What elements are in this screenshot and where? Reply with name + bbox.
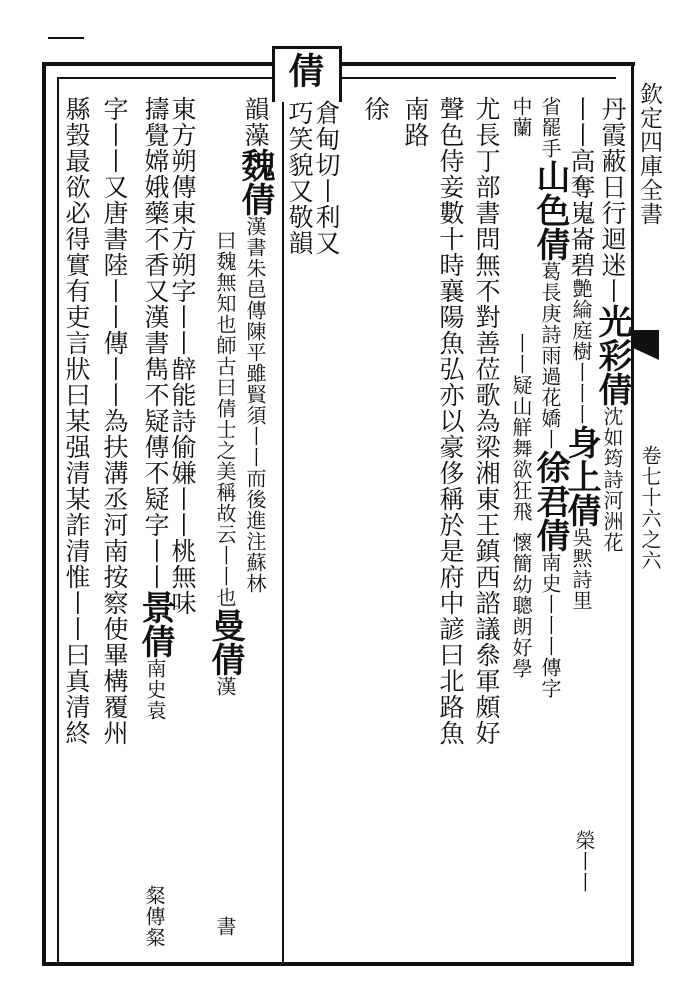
- text-column-14: [135, 96, 175, 721]
- text-column-11: [235, 96, 275, 594]
- text-column-13: [170, 96, 195, 616]
- col12-c: 漢: [213, 676, 237, 697]
- col12-a: 曰魏無知也師古曰倩士之美稱故云丨丨也: [213, 230, 237, 608]
- col4-a: 中蘭: [509, 96, 533, 138]
- col14-c: 南史袁: [143, 658, 167, 721]
- text-column-9: [314, 100, 339, 256]
- col8-a: 徐: [361, 96, 390, 122]
- col15-a: 字丨丨又唐書陸丨丨傳丨丨為扶溝丞河南按察使畢構覆州: [100, 96, 129, 746]
- text-column-3: [530, 96, 570, 699]
- col6-a: 聲色侍妾數十時襄陽魚弘亦以豪侈稱於是府中諺曰北路魚: [436, 96, 465, 746]
- col14-a: 擣覺嫦娥藥不香又漢書雋不疑傳不疑字丨丨: [141, 96, 170, 590]
- col3-a: 省罷手: [538, 96, 562, 159]
- col16-a: 縣㲄最欲必得實有吏言狀曰某强清某詐清惟丨丨曰真清終: [62, 96, 91, 746]
- text-column-10: [287, 100, 312, 256]
- frame-bottom: [42, 962, 634, 966]
- frame-top-outer-right: [336, 62, 635, 66]
- frame-left-outer: [42, 62, 46, 965]
- col2-c: 身上倩: [561, 425, 601, 527]
- entry-tag: 倩: [283, 52, 325, 89]
- col1-c: 沈如筠詩河洲花: [600, 406, 624, 553]
- col3-c: 葛長庚詩雨過花嬌丨: [538, 261, 562, 450]
- frame-top-outer: [42, 62, 272, 66]
- col2-b: 艶綸庭樹丨丨丨: [569, 278, 593, 425]
- col3-d: 徐君倩: [530, 450, 570, 552]
- text-column-12b: [215, 916, 235, 937]
- text-column-12: [205, 230, 245, 697]
- col9-a: 倉甸切丨利又: [312, 100, 341, 256]
- col3-e: 南史丨丨丨傳字: [538, 552, 562, 699]
- col1-a: 丹霞蔽日行迴迷丨: [598, 96, 627, 304]
- col7-a: 南路: [401, 96, 430, 148]
- col3-b: 山色倩: [530, 159, 570, 261]
- col2-d: 吳黙詩里: [569, 527, 593, 611]
- frame-left-inner: [57, 77, 59, 965]
- col4-c: 懷簡幼聰朗好學: [509, 532, 533, 679]
- col1-b: 光彩倩: [592, 304, 632, 406]
- text-column-16: [64, 96, 89, 746]
- divider-line: [282, 100, 284, 962]
- col11-b: 魏倩: [235, 148, 275, 216]
- text-column-15: [102, 96, 127, 746]
- text-column-14b: [144, 885, 164, 948]
- col4-b: 丨丨疑山觧舞欲狂飛: [509, 333, 533, 522]
- text-column-7: [403, 96, 428, 148]
- frame-top-inner: [57, 77, 272, 79]
- page-tab-mark: [633, 330, 659, 360]
- text-column-5: [474, 96, 499, 746]
- frame-top-inner-right: [336, 77, 616, 79]
- col14b-a: 粲傳粲: [142, 885, 166, 948]
- col2-a: 丨丨高奪嵬崙碧: [567, 96, 596, 278]
- text-column-4: [511, 96, 531, 679]
- text-column-2b: [574, 830, 594, 893]
- col14-b: 景倩: [135, 590, 175, 658]
- text-column-6: [438, 96, 463, 746]
- volume-label: 卷七十六之六: [638, 445, 662, 571]
- col2b-a: 榮丨丨: [572, 830, 596, 893]
- text-column-8: [363, 96, 388, 122]
- col11-c: 漢書朱邑傳陳平雖賢須丨丨而後進注蘇林: [243, 216, 267, 594]
- col10-a: 巧笑貌又敬韻: [285, 100, 314, 256]
- col12b-a: 書: [213, 916, 237, 937]
- header-top-rule: [48, 37, 84, 39]
- col13-a: 東方朔傳東方朔字丨丨辪能詩偷嫌丨丨桃無味: [168, 96, 197, 616]
- col11-a: 韻藻: [241, 96, 270, 148]
- col12-b: 曼倩: [205, 608, 245, 676]
- book-title: 欽定四庫全書: [636, 82, 662, 226]
- frame-right: [631, 62, 634, 965]
- col5-a: 尤長丁部書問無不對善莅歌為梁湘東王鎮西諮議叅軍頗好: [472, 96, 501, 746]
